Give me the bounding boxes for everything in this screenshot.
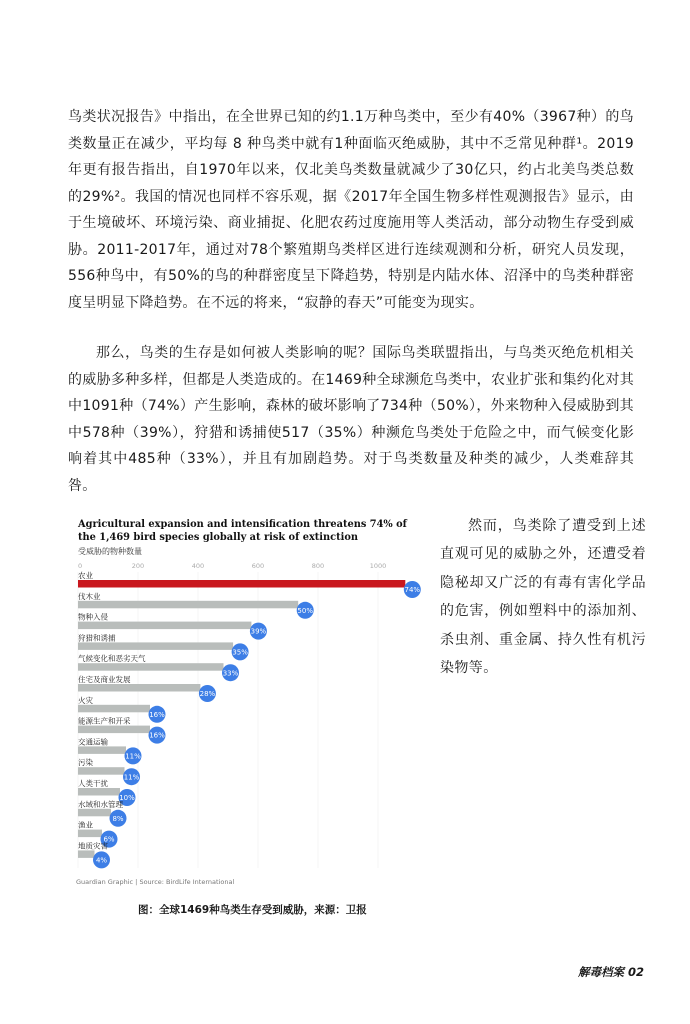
chart-source: Guardian Graphic | Source: BirdLife International xyxy=(76,878,235,886)
bar xyxy=(78,726,150,734)
category-label: 火灾 xyxy=(78,695,93,705)
percent-label: 11% xyxy=(123,773,140,782)
bar xyxy=(78,642,233,650)
category-label: 渔业 xyxy=(78,820,93,830)
paragraph-chemical-threats: 然而，鸟类除了遭受到上述直观可见的威胁之外，还遭受着隐秘却又广泛的有毒有害化学品的危害，例如塑料中的添加剂、杀虫剂、重金属、持久性有机污染物等。 xyxy=(440,518,646,677)
percent-label: 39% xyxy=(250,627,267,636)
x-tick-label: 800 xyxy=(311,562,325,570)
x-tick-label: 400 xyxy=(191,562,205,570)
category-label: 气候变化和恶劣天气 xyxy=(78,654,146,664)
bar xyxy=(78,663,224,671)
bar xyxy=(78,601,298,609)
percent-label: 6% xyxy=(103,835,115,844)
percent-label: 33% xyxy=(222,669,239,678)
percent-label: 16% xyxy=(149,710,165,719)
percent-label: 35% xyxy=(232,648,248,657)
threat-chart xyxy=(66,512,436,892)
x-tick-label: 600 xyxy=(251,562,265,570)
percent-label: 74% xyxy=(404,586,421,595)
category-label: 能源生产和开采 xyxy=(78,716,131,726)
bar xyxy=(78,830,102,838)
x-tick-label: 200 xyxy=(131,562,145,570)
percent-label: 50% xyxy=(297,606,313,615)
paragraph-human-threats: 那么，鸟类的生存是如何被人类影响的呢？国际鸟类联盟指出，与鸟类灭绝危机相关的威胁多种多样，但都是人类造成的。在1469种全球濒危鸟类中，农业扩张和集约化对其中1091种（74%）产生影响，森林的破坏影响了734种（50%），外来物种入侵威胁到其中578种（39%），狩猎和诱捕使517（35%）种濒危鸟类处于危险之中，而气候变化影响着其中485种（33%），并且有加剧趋势。对于鸟类数量及种类的减少，人类难辞其咎。 xyxy=(68,345,634,494)
x-tick-label: 0 xyxy=(78,562,83,570)
bar xyxy=(78,767,125,775)
figure-caption: 图：全球1469种鸟类生存受到威胁，来源：卫报 xyxy=(138,904,367,916)
chart-svg xyxy=(66,512,436,878)
x-tick-label: 1000 xyxy=(369,562,387,570)
percent-label: 8% xyxy=(112,814,124,823)
bar xyxy=(78,622,251,630)
category-label: 狩猎和诱捕 xyxy=(78,633,116,643)
category-label: 住宅及商业发展 xyxy=(78,675,131,684)
bar xyxy=(78,580,405,588)
paragraph-bird-status: 鸟类状况报告》中指出，在全世界已知的约1.1万种鸟类中，至少有40%（3967种）的鸟类数量正在减少，平均每 8 种鸟类中就有1种面临灭绝威胁，其中不乏常见种群¹。2019年更有报告指出，自1970年以来，仅北美鸟类数量就减少了30亿只，约占北美鸟类总数的29%²。我国的情况也同样不容乐观，据《2017年全国生物多样性观测报告》显示，由于生境破坏、环境污染、商业捕捉、化肥农药过度施用等人类活动，部分动物生存受到威胁。2011-2017年，通过对78个繁殖期鸟类样区进行连续观测和分析，研究人员发现，556种鸟中，有50%的鸟的种群密度呈下降趋势，特别是内陆水体、沼泽中的鸟类种群密度呈明显下降趋势。在不远的将来，“寂静的春天”可能变为现实。 xyxy=(68,109,634,311)
chart-subtitle: 受威胁的物种数量 xyxy=(78,547,142,556)
percent-label: 16% xyxy=(149,731,165,740)
category-label: 人类干扰 xyxy=(78,779,108,788)
category-label: 物种入侵 xyxy=(78,612,108,622)
category-label: 伐木业 xyxy=(78,591,101,601)
bar xyxy=(78,788,120,796)
bar xyxy=(78,684,200,692)
category-label: 农业 xyxy=(78,571,93,580)
bar xyxy=(78,850,95,858)
bar xyxy=(78,705,150,713)
bar xyxy=(78,746,126,754)
chart-title: Agricultural expansion and intensification threatens 74% of the 1,469 bird species globally at risk of extinction xyxy=(78,519,407,543)
percent-label: 11% xyxy=(125,752,141,761)
category-label: 污染 xyxy=(78,758,93,768)
percent-label: 4% xyxy=(95,856,108,865)
bar xyxy=(78,809,111,817)
category-label: 交通运输 xyxy=(78,737,108,747)
page-footer: 解毒档案 02 xyxy=(578,965,645,979)
category-label: 水域和水管理 xyxy=(78,799,123,809)
category-label: 地质灾害 xyxy=(78,841,108,851)
percent-label: 10% xyxy=(119,794,135,803)
percent-label: 28% xyxy=(199,690,216,699)
